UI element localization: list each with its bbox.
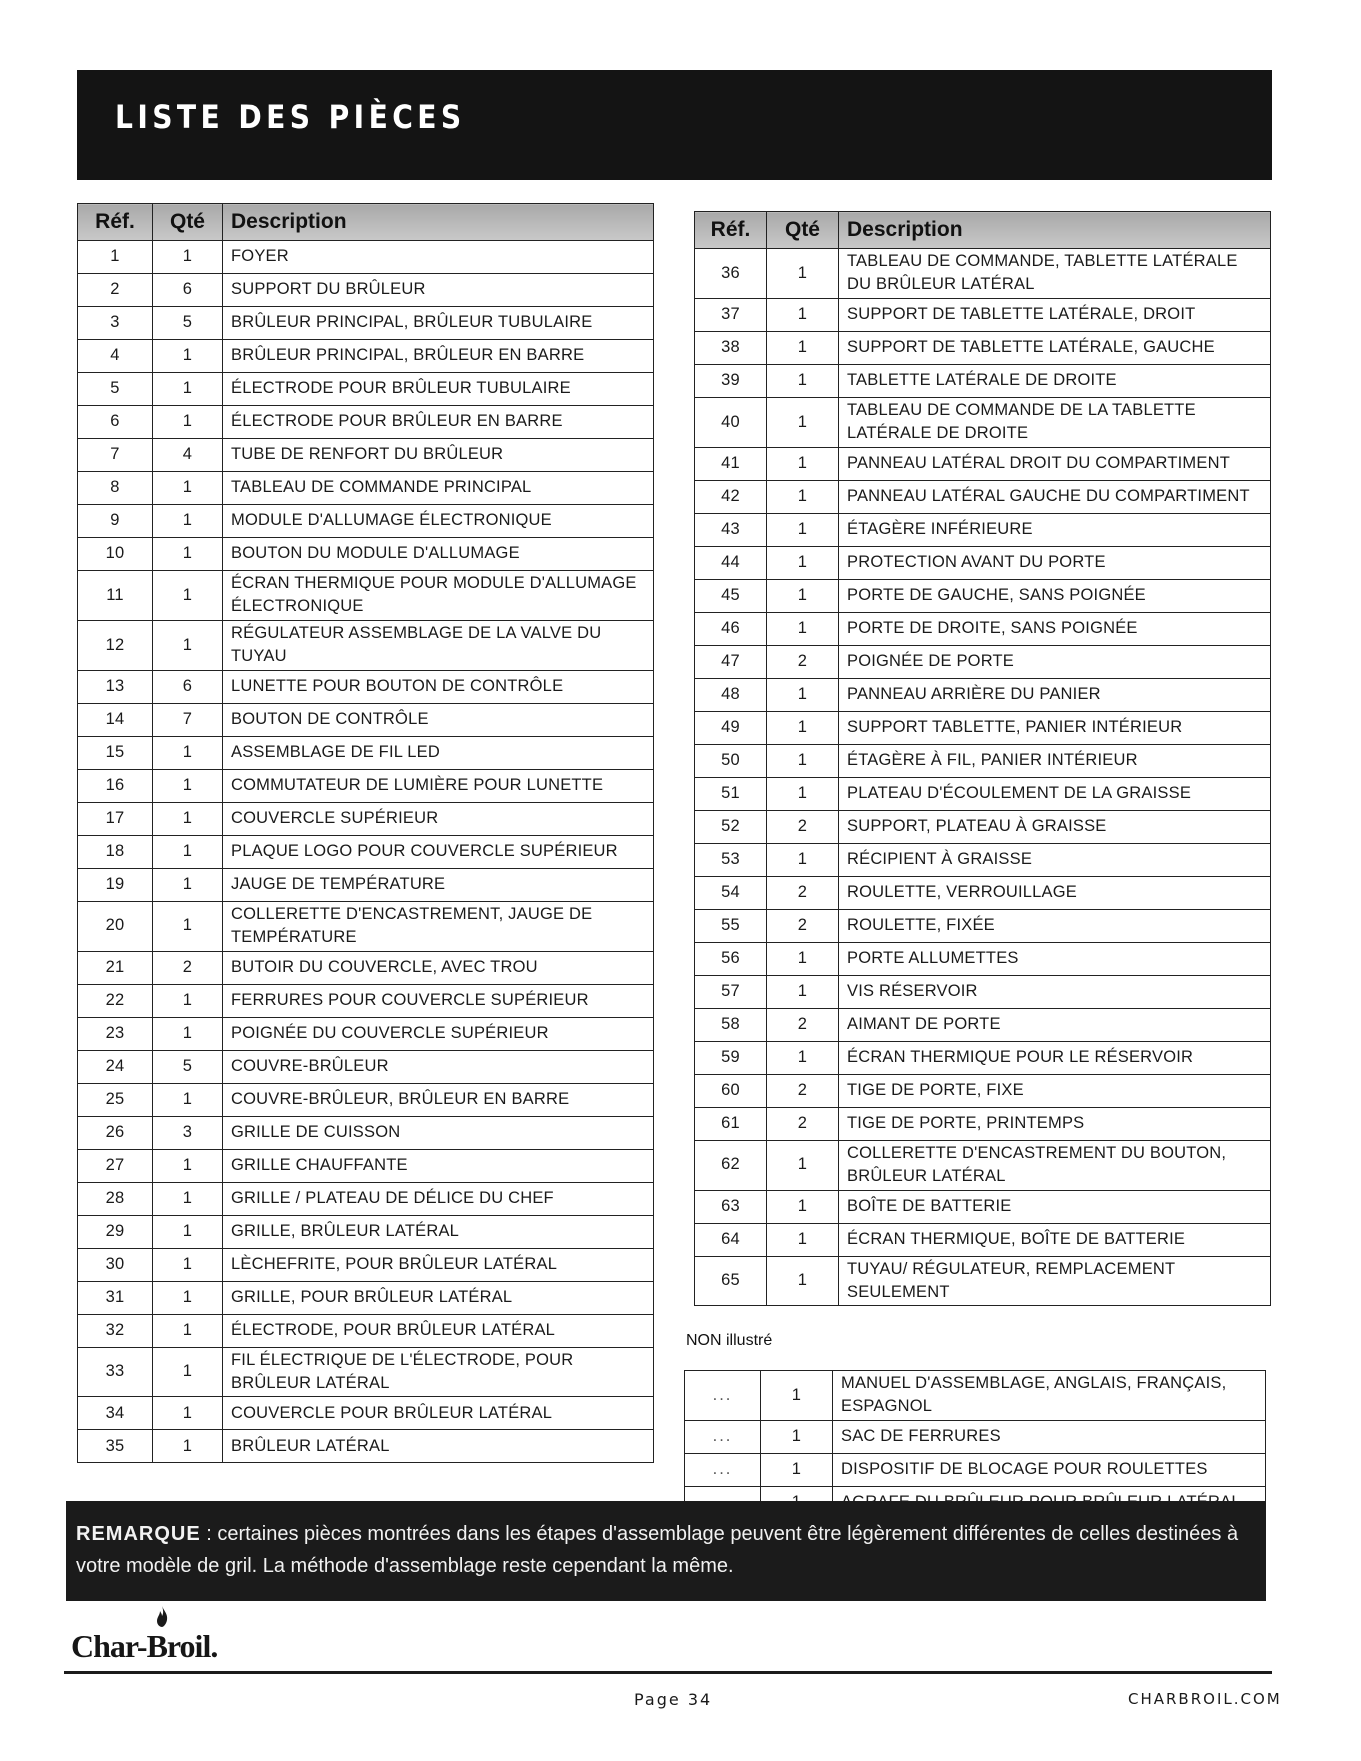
ref-cell: ... xyxy=(685,1420,761,1453)
qty-cell: 1 xyxy=(153,984,223,1017)
table-row xyxy=(78,340,654,373)
description-cell: ÉCRAN THERMIQUE POUR LE RÉSERVOIR xyxy=(839,1041,1271,1074)
ref-cell: 30 xyxy=(78,1248,153,1281)
ref-cell: 41 xyxy=(695,447,767,480)
description-cell: GRILLE, BRÛLEUR LATÉRAL xyxy=(223,1215,654,1248)
ref-cell: 55 xyxy=(695,909,767,942)
qty-cell: 1 xyxy=(153,1248,223,1281)
table-row xyxy=(695,1256,1271,1306)
ref-cell: 34 xyxy=(78,1397,153,1430)
ref-cell: 33 xyxy=(78,1347,153,1397)
table-row xyxy=(695,645,1271,678)
description-cell: POIGNÉE DU COUVERCLE SUPÉRIEUR xyxy=(223,1017,654,1050)
ref-cell: 24 xyxy=(78,1050,153,1083)
ref-cell: 8 xyxy=(78,472,153,505)
description-cell: ÉTAGÈRE INFÉRIEURE xyxy=(839,513,1271,546)
description-cell: JAUGE DE TEMPÉRATURE xyxy=(223,868,654,901)
ref-cell: 58 xyxy=(695,1008,767,1041)
table-row xyxy=(78,703,654,736)
table-row xyxy=(695,249,1271,299)
website-url: CHARBROIL.COM xyxy=(1128,1690,1282,1708)
description-cell: TABLEAU DE COMMANDE PRINCIPAL xyxy=(223,472,654,505)
ref-cell: 50 xyxy=(695,744,767,777)
description-cell: SAC DE FERRURES xyxy=(833,1420,1266,1453)
qty-cell: 6 xyxy=(153,670,223,703)
qty-cell: 1 xyxy=(767,942,839,975)
table-header-row xyxy=(695,212,1271,249)
description-cell: AIMANT DE PORTE xyxy=(839,1008,1271,1041)
table-row xyxy=(78,868,654,901)
qty-cell: 2 xyxy=(767,876,839,909)
ref-cell: 65 xyxy=(695,1256,767,1306)
qty-cell: 7 xyxy=(153,703,223,736)
table-row xyxy=(78,1215,654,1248)
qty-cell: 1 xyxy=(153,1314,223,1347)
table-row xyxy=(78,1182,654,1215)
description-cell: POIGNÉE DE PORTE xyxy=(839,645,1271,678)
description-cell: ÉCRAN THERMIQUE POUR MODULE D'ALLUMAGE ÉLECTRONIQUE xyxy=(223,571,654,621)
qty-cell: 2 xyxy=(153,951,223,984)
footer-divider xyxy=(64,1671,1272,1674)
ref-cell: 54 xyxy=(695,876,767,909)
ref-cell: 18 xyxy=(78,835,153,868)
qty-cell: 1 xyxy=(153,505,223,538)
ref-cell: 6 xyxy=(78,406,153,439)
qty-cell: 2 xyxy=(767,645,839,678)
description-cell: PORTE DE DROITE, SANS POIGNÉE xyxy=(839,612,1271,645)
ref-cell: 56 xyxy=(695,942,767,975)
description-cell: BUTOIR DU COUVERCLE, AVEC TROU xyxy=(223,951,654,984)
ref-cell: 38 xyxy=(695,331,767,364)
ref-cell: 9 xyxy=(78,505,153,538)
description-cell: PLATEAU D'ÉCOULEMENT DE LA GRAISSE xyxy=(839,777,1271,810)
table-row xyxy=(695,1223,1271,1256)
description-cell: LUNETTE POUR BOUTON DE CONTRÔLE xyxy=(223,670,654,703)
qty-cell: 1 xyxy=(767,744,839,777)
qty-cell: 1 xyxy=(767,843,839,876)
ref-cell: 47 xyxy=(695,645,767,678)
table-row xyxy=(695,546,1271,579)
description-cell: COUVERCLE POUR BRÛLEUR LATÉRAL xyxy=(223,1397,654,1430)
description-cell: BOÎTE DE BATTERIE xyxy=(839,1190,1271,1223)
table-row xyxy=(78,620,654,670)
description-cell: COUVRE-BRÛLEUR xyxy=(223,1050,654,1083)
description-cell: BOUTON DE CONTRÔLE xyxy=(223,703,654,736)
ref-cell: 57 xyxy=(695,975,767,1008)
description-cell: PANNEAU ARRIÈRE DU PANIER xyxy=(839,678,1271,711)
ref-cell: 36 xyxy=(695,249,767,299)
description-cell: BRÛLEUR LATÉRAL xyxy=(223,1430,654,1463)
table-row xyxy=(695,810,1271,843)
ref-cell: 5 xyxy=(78,373,153,406)
description-cell: ÉLECTRODE POUR BRÛLEUR TUBULAIRE xyxy=(223,373,654,406)
table-row xyxy=(685,1420,1266,1453)
ref-cell: 43 xyxy=(695,513,767,546)
qty-cell: 1 xyxy=(767,298,839,331)
table-row xyxy=(78,835,654,868)
ref-column-header: Réf. xyxy=(695,212,767,249)
qty-cell: 1 xyxy=(767,678,839,711)
qty-cell: 2 xyxy=(767,810,839,843)
description-cell: BRÛLEUR PRINCIPAL, BRÛLEUR TUBULAIRE xyxy=(223,307,654,340)
description-cell: TABLEAU DE COMMANDE, TABLETTE LATÉRALE DU BRÛLEUR LATÉRAL xyxy=(839,249,1271,299)
parts-table-not-shown xyxy=(684,1370,1266,1520)
qty-cell: 6 xyxy=(153,274,223,307)
table-row xyxy=(78,1017,654,1050)
qty-cell: 1 xyxy=(153,1083,223,1116)
ref-cell: 35 xyxy=(78,1430,153,1463)
ref-cell: 63 xyxy=(695,1190,767,1223)
ref-cell: 61 xyxy=(695,1107,767,1140)
table-row xyxy=(695,1140,1271,1190)
table-row xyxy=(78,1314,654,1347)
qty-cell: 1 xyxy=(767,975,839,1008)
table-row xyxy=(695,1074,1271,1107)
table-row xyxy=(695,909,1271,942)
description-cell: COLLERETTE D'ENCASTREMENT DU BOUTON, BRÛLEUR LATÉRAL xyxy=(839,1140,1271,1190)
qty-cell: 1 xyxy=(761,1420,833,1453)
description-cell: COUVRE-BRÛLEUR, BRÛLEUR EN BARRE xyxy=(223,1083,654,1116)
ref-cell: 10 xyxy=(78,538,153,571)
table-row xyxy=(78,984,654,1017)
table-row xyxy=(695,364,1271,397)
parts-table-right xyxy=(694,211,1271,1306)
table-row xyxy=(78,1149,654,1182)
description-cell: SUPPORT DE TABLETTE LATÉRALE, DROIT xyxy=(839,298,1271,331)
table-row xyxy=(78,1248,654,1281)
qty-cell: 1 xyxy=(767,546,839,579)
table-row xyxy=(78,241,654,274)
qty-cell: 1 xyxy=(153,406,223,439)
description-cell: PANNEAU LATÉRAL GAUCHE DU COMPARTIMENT xyxy=(839,480,1271,513)
ref-cell: 39 xyxy=(695,364,767,397)
table-row xyxy=(78,1397,654,1430)
description-cell: GRILLE, POUR BRÛLEUR LATÉRAL xyxy=(223,1281,654,1314)
ref-cell: 4 xyxy=(78,340,153,373)
description-cell: GRILLE CHAUFFANTE xyxy=(223,1149,654,1182)
qty-cell: 1 xyxy=(153,620,223,670)
qty-cell: 1 xyxy=(767,249,839,299)
description-cell: ROULETTE, FIXÉE xyxy=(839,909,1271,942)
description-cell: DISPOSITIF DE BLOCAGE POUR ROULETTES xyxy=(833,1453,1266,1486)
qty-cell: 1 xyxy=(153,1347,223,1397)
qty-cell: 1 xyxy=(153,1149,223,1182)
qty-cell: 1 xyxy=(153,241,223,274)
qty-cell: 1 xyxy=(153,835,223,868)
qty-cell: 5 xyxy=(153,307,223,340)
description-cell: FOYER xyxy=(223,241,654,274)
ref-cell: 59 xyxy=(695,1041,767,1074)
qty-cell: 2 xyxy=(767,909,839,942)
description-cell: PANNEAU LATÉRAL DROIT DU COMPARTIMENT xyxy=(839,447,1271,480)
table-row xyxy=(695,1008,1271,1041)
description-cell: RÉCIPIENT À GRAISSE xyxy=(839,843,1271,876)
description-cell: GRILLE / PLATEAU DE DÉLICE DU CHEF xyxy=(223,1182,654,1215)
description-cell: PLAQUE LOGO POUR COUVERCLE SUPÉRIEUR xyxy=(223,835,654,868)
table-row xyxy=(78,406,654,439)
table-row xyxy=(695,513,1271,546)
ref-cell: 26 xyxy=(78,1116,153,1149)
table-row xyxy=(78,538,654,571)
ref-column-header: Réf. xyxy=(78,204,153,241)
table-row xyxy=(695,298,1271,331)
ref-cell: 21 xyxy=(78,951,153,984)
ref-cell: 19 xyxy=(78,868,153,901)
table-row xyxy=(78,769,654,802)
table-row xyxy=(78,472,654,505)
table-row xyxy=(695,843,1271,876)
table-row xyxy=(78,736,654,769)
qty-cell: 1 xyxy=(153,373,223,406)
description-cell: GRILLE DE CUISSON xyxy=(223,1116,654,1149)
ref-cell: 7 xyxy=(78,439,153,472)
qty-cell: 1 xyxy=(767,480,839,513)
ref-cell: 62 xyxy=(695,1140,767,1190)
qty-cell: 5 xyxy=(153,1050,223,1083)
qty-cell: 1 xyxy=(153,340,223,373)
qty-cell: 1 xyxy=(153,472,223,505)
qty-cell: 1 xyxy=(767,397,839,447)
qty-cell: 2 xyxy=(767,1074,839,1107)
qty-cell: 2 xyxy=(767,1008,839,1041)
description-cell: BRÛLEUR PRINCIPAL, BRÛLEUR EN BARRE xyxy=(223,340,654,373)
table-row xyxy=(685,1371,1266,1421)
ref-cell: 16 xyxy=(78,769,153,802)
table-row xyxy=(78,1083,654,1116)
qty-column-header: Qté xyxy=(767,212,839,249)
table-row xyxy=(695,876,1271,909)
table-row xyxy=(695,397,1271,447)
page-header xyxy=(77,70,1272,180)
page-title: LISTE DES PIÈCES xyxy=(115,98,466,136)
brand-wordmark: Char-Broil. xyxy=(71,1628,218,1664)
flame-icon xyxy=(155,1606,169,1628)
qty-cell: 1 xyxy=(767,1041,839,1074)
description-cell: VIS RÉSERVOIR xyxy=(839,975,1271,1008)
table-row xyxy=(685,1453,1266,1486)
ref-cell: 37 xyxy=(695,298,767,331)
ref-cell: 27 xyxy=(78,1149,153,1182)
qty-cell: 1 xyxy=(761,1453,833,1486)
qty-cell: 1 xyxy=(767,331,839,364)
table-row xyxy=(78,571,654,621)
description-cell: ÉLECTRODE, POUR BRÛLEUR LATÉRAL xyxy=(223,1314,654,1347)
table-row xyxy=(78,505,654,538)
qty-cell: 1 xyxy=(153,769,223,802)
ref-cell: 3 xyxy=(78,307,153,340)
description-cell: SUPPORT DE TABLETTE LATÉRALE, GAUCHE xyxy=(839,331,1271,364)
table-header-row xyxy=(78,204,654,241)
table-row xyxy=(695,579,1271,612)
ref-cell: 2 xyxy=(78,274,153,307)
table-row xyxy=(695,942,1271,975)
description-cell: PORTE DE GAUCHE, SANS POIGNÉE xyxy=(839,579,1271,612)
qty-cell: 1 xyxy=(767,1223,839,1256)
qty-cell: 1 xyxy=(153,1397,223,1430)
qty-cell: 1 xyxy=(767,364,839,397)
description-cell: TIGE DE PORTE, FIXE xyxy=(839,1074,1271,1107)
description-cell: FERRURES POUR COUVERCLE SUPÉRIEUR xyxy=(223,984,654,1017)
table-row xyxy=(78,1430,654,1463)
ref-cell: 64 xyxy=(695,1223,767,1256)
description-cell: TIGE DE PORTE, PRINTEMPS xyxy=(839,1107,1271,1140)
description-cell: TUYAU/ RÉGULATEUR, REMPLACEMENT SEULEMENT xyxy=(839,1256,1271,1306)
table-row xyxy=(695,480,1271,513)
description-cell: ROULETTE, VERROUILLAGE xyxy=(839,876,1271,909)
ref-cell: 23 xyxy=(78,1017,153,1050)
qty-cell: 1 xyxy=(153,571,223,621)
description-cell: COUVERCLE SUPÉRIEUR xyxy=(223,802,654,835)
description-cell: SUPPORT, PLATEAU À GRAISSE xyxy=(839,810,1271,843)
table-row xyxy=(78,1116,654,1149)
table-row xyxy=(78,373,654,406)
ref-cell: 46 xyxy=(695,612,767,645)
table-row xyxy=(695,975,1271,1008)
table-row xyxy=(695,678,1271,711)
ref-cell: ... xyxy=(685,1453,761,1486)
ref-cell: 15 xyxy=(78,736,153,769)
ref-cell: 52 xyxy=(695,810,767,843)
qty-cell: 1 xyxy=(153,901,223,951)
table-row xyxy=(695,331,1271,364)
description-cell: PROTECTION AVANT DU PORTE xyxy=(839,546,1271,579)
qty-column-header: Qté xyxy=(153,204,223,241)
ref-cell: 32 xyxy=(78,1314,153,1347)
description-column-header: Description xyxy=(223,204,654,241)
qty-cell: 1 xyxy=(767,711,839,744)
description-cell: FIL ÉLECTRIQUE DE L'ÉLECTRODE, POUR BRÛLEUR LATÉRAL xyxy=(223,1347,654,1397)
qty-cell: 1 xyxy=(767,579,839,612)
table-row xyxy=(695,1041,1271,1074)
ref-cell: 22 xyxy=(78,984,153,1017)
parts-table-left xyxy=(77,203,654,1463)
qty-cell: 4 xyxy=(153,439,223,472)
description-cell: COLLERETTE D'ENCASTREMENT, JAUGE DE TEMPÉRATURE xyxy=(223,901,654,951)
ref-cell: 1 xyxy=(78,241,153,274)
table-row xyxy=(695,777,1271,810)
note-body: certaines pièces montrées dans les étapes d'assemblage peuvent être légèrement différentes de celles destinées à votre modèle de gril. La méthode d'assemblage reste cependant la même. xyxy=(76,1523,1239,1577)
qty-cell: 2 xyxy=(767,1107,839,1140)
description-cell: TABLEAU DE COMMANDE DE LA TABLETTE LATÉRALE DE DROITE xyxy=(839,397,1271,447)
ref-cell: 13 xyxy=(78,670,153,703)
ref-cell: 29 xyxy=(78,1215,153,1248)
note-separator: : xyxy=(200,1523,218,1545)
ref-cell: 42 xyxy=(695,480,767,513)
description-column-header: Description xyxy=(839,212,1271,249)
ref-cell: 14 xyxy=(78,703,153,736)
description-cell: ÉLECTRODE POUR BRÛLEUR EN BARRE xyxy=(223,406,654,439)
description-cell: SUPPORT TABLETTE, PANIER INTÉRIEUR xyxy=(839,711,1271,744)
ref-cell: 51 xyxy=(695,777,767,810)
ref-cell: 49 xyxy=(695,711,767,744)
description-cell: COMMUTATEUR DE LUMIÈRE POUR LUNETTE xyxy=(223,769,654,802)
ref-cell: 25 xyxy=(78,1083,153,1116)
table-row xyxy=(78,1347,654,1397)
qty-cell: 1 xyxy=(761,1371,833,1421)
qty-cell: 1 xyxy=(153,1182,223,1215)
qty-cell: 1 xyxy=(767,777,839,810)
ref-cell: 28 xyxy=(78,1182,153,1215)
qty-cell: 1 xyxy=(767,1140,839,1190)
qty-cell: 1 xyxy=(153,802,223,835)
qty-cell: 1 xyxy=(153,1430,223,1463)
description-cell: ASSEMBLAGE DE FIL LED xyxy=(223,736,654,769)
description-cell: TABLETTE LATÉRALE DE DROITE xyxy=(839,364,1271,397)
description-cell: PORTE ALLUMETTES xyxy=(839,942,1271,975)
table-row xyxy=(695,1190,1271,1223)
qty-cell: 1 xyxy=(767,447,839,480)
ref-cell: 31 xyxy=(78,1281,153,1314)
table-row xyxy=(78,1050,654,1083)
ref-cell: 45 xyxy=(695,579,767,612)
ref-cell: 11 xyxy=(78,571,153,621)
qty-cell: 1 xyxy=(153,736,223,769)
table-row xyxy=(695,744,1271,777)
table-row xyxy=(78,274,654,307)
description-cell: RÉGULATEUR ASSEMBLAGE DE LA VALVE DU TUYAU xyxy=(223,620,654,670)
table-row xyxy=(78,951,654,984)
note-text-block xyxy=(76,1518,1254,1582)
ref-cell: 20 xyxy=(78,901,153,951)
table-row xyxy=(695,612,1271,645)
qty-cell: 1 xyxy=(153,1215,223,1248)
description-cell: MODULE D'ALLUMAGE ÉLECTRONIQUE xyxy=(223,505,654,538)
qty-cell: 1 xyxy=(767,1190,839,1223)
description-cell: MANUEL D'ASSEMBLAGE, ANGLAIS, FRANÇAIS, ESPAGNOL xyxy=(833,1371,1266,1421)
ref-cell: 53 xyxy=(695,843,767,876)
page-number: Page 34 xyxy=(634,1690,713,1709)
qty-cell: 3 xyxy=(153,1116,223,1149)
qty-cell: 1 xyxy=(767,513,839,546)
ref-cell: 44 xyxy=(695,546,767,579)
table-row xyxy=(78,802,654,835)
table-row xyxy=(695,447,1271,480)
ref-cell: 12 xyxy=(78,620,153,670)
table-row xyxy=(695,1107,1271,1140)
qty-cell: 1 xyxy=(767,1256,839,1306)
table-row xyxy=(78,1281,654,1314)
description-cell: ÉTAGÈRE À FIL, PANIER INTÉRIEUR xyxy=(839,744,1271,777)
table-row xyxy=(695,711,1271,744)
qty-cell: 1 xyxy=(153,868,223,901)
qty-cell: 1 xyxy=(153,538,223,571)
ref-cell: 60 xyxy=(695,1074,767,1107)
note-banner xyxy=(66,1501,1266,1601)
qty-cell: 1 xyxy=(153,1017,223,1050)
description-cell: ÉCRAN THERMIQUE, BOÎTE DE BATTERIE xyxy=(839,1223,1271,1256)
table-row xyxy=(78,901,654,951)
description-cell: LÈCHEFRITE, POUR BRÛLEUR LATÉRAL xyxy=(223,1248,654,1281)
description-cell: TUBE DE RENFORT DU BRÛLEUR xyxy=(223,439,654,472)
ref-cell: ... xyxy=(685,1371,761,1421)
table-row xyxy=(78,439,654,472)
qty-cell: 1 xyxy=(767,612,839,645)
ref-cell: 48 xyxy=(695,678,767,711)
ref-cell: 40 xyxy=(695,397,767,447)
ref-cell: 17 xyxy=(78,802,153,835)
brand-logo xyxy=(71,1606,221,1666)
qty-cell: 1 xyxy=(153,1281,223,1314)
not-shown-label: NON illustré xyxy=(686,1332,773,1349)
table-row xyxy=(78,670,654,703)
table-row xyxy=(78,307,654,340)
description-cell: SUPPORT DU BRÛLEUR xyxy=(223,274,654,307)
note-label: REMARQUE xyxy=(76,1523,201,1545)
description-cell: BOUTON DU MODULE D'ALLUMAGE xyxy=(223,538,654,571)
